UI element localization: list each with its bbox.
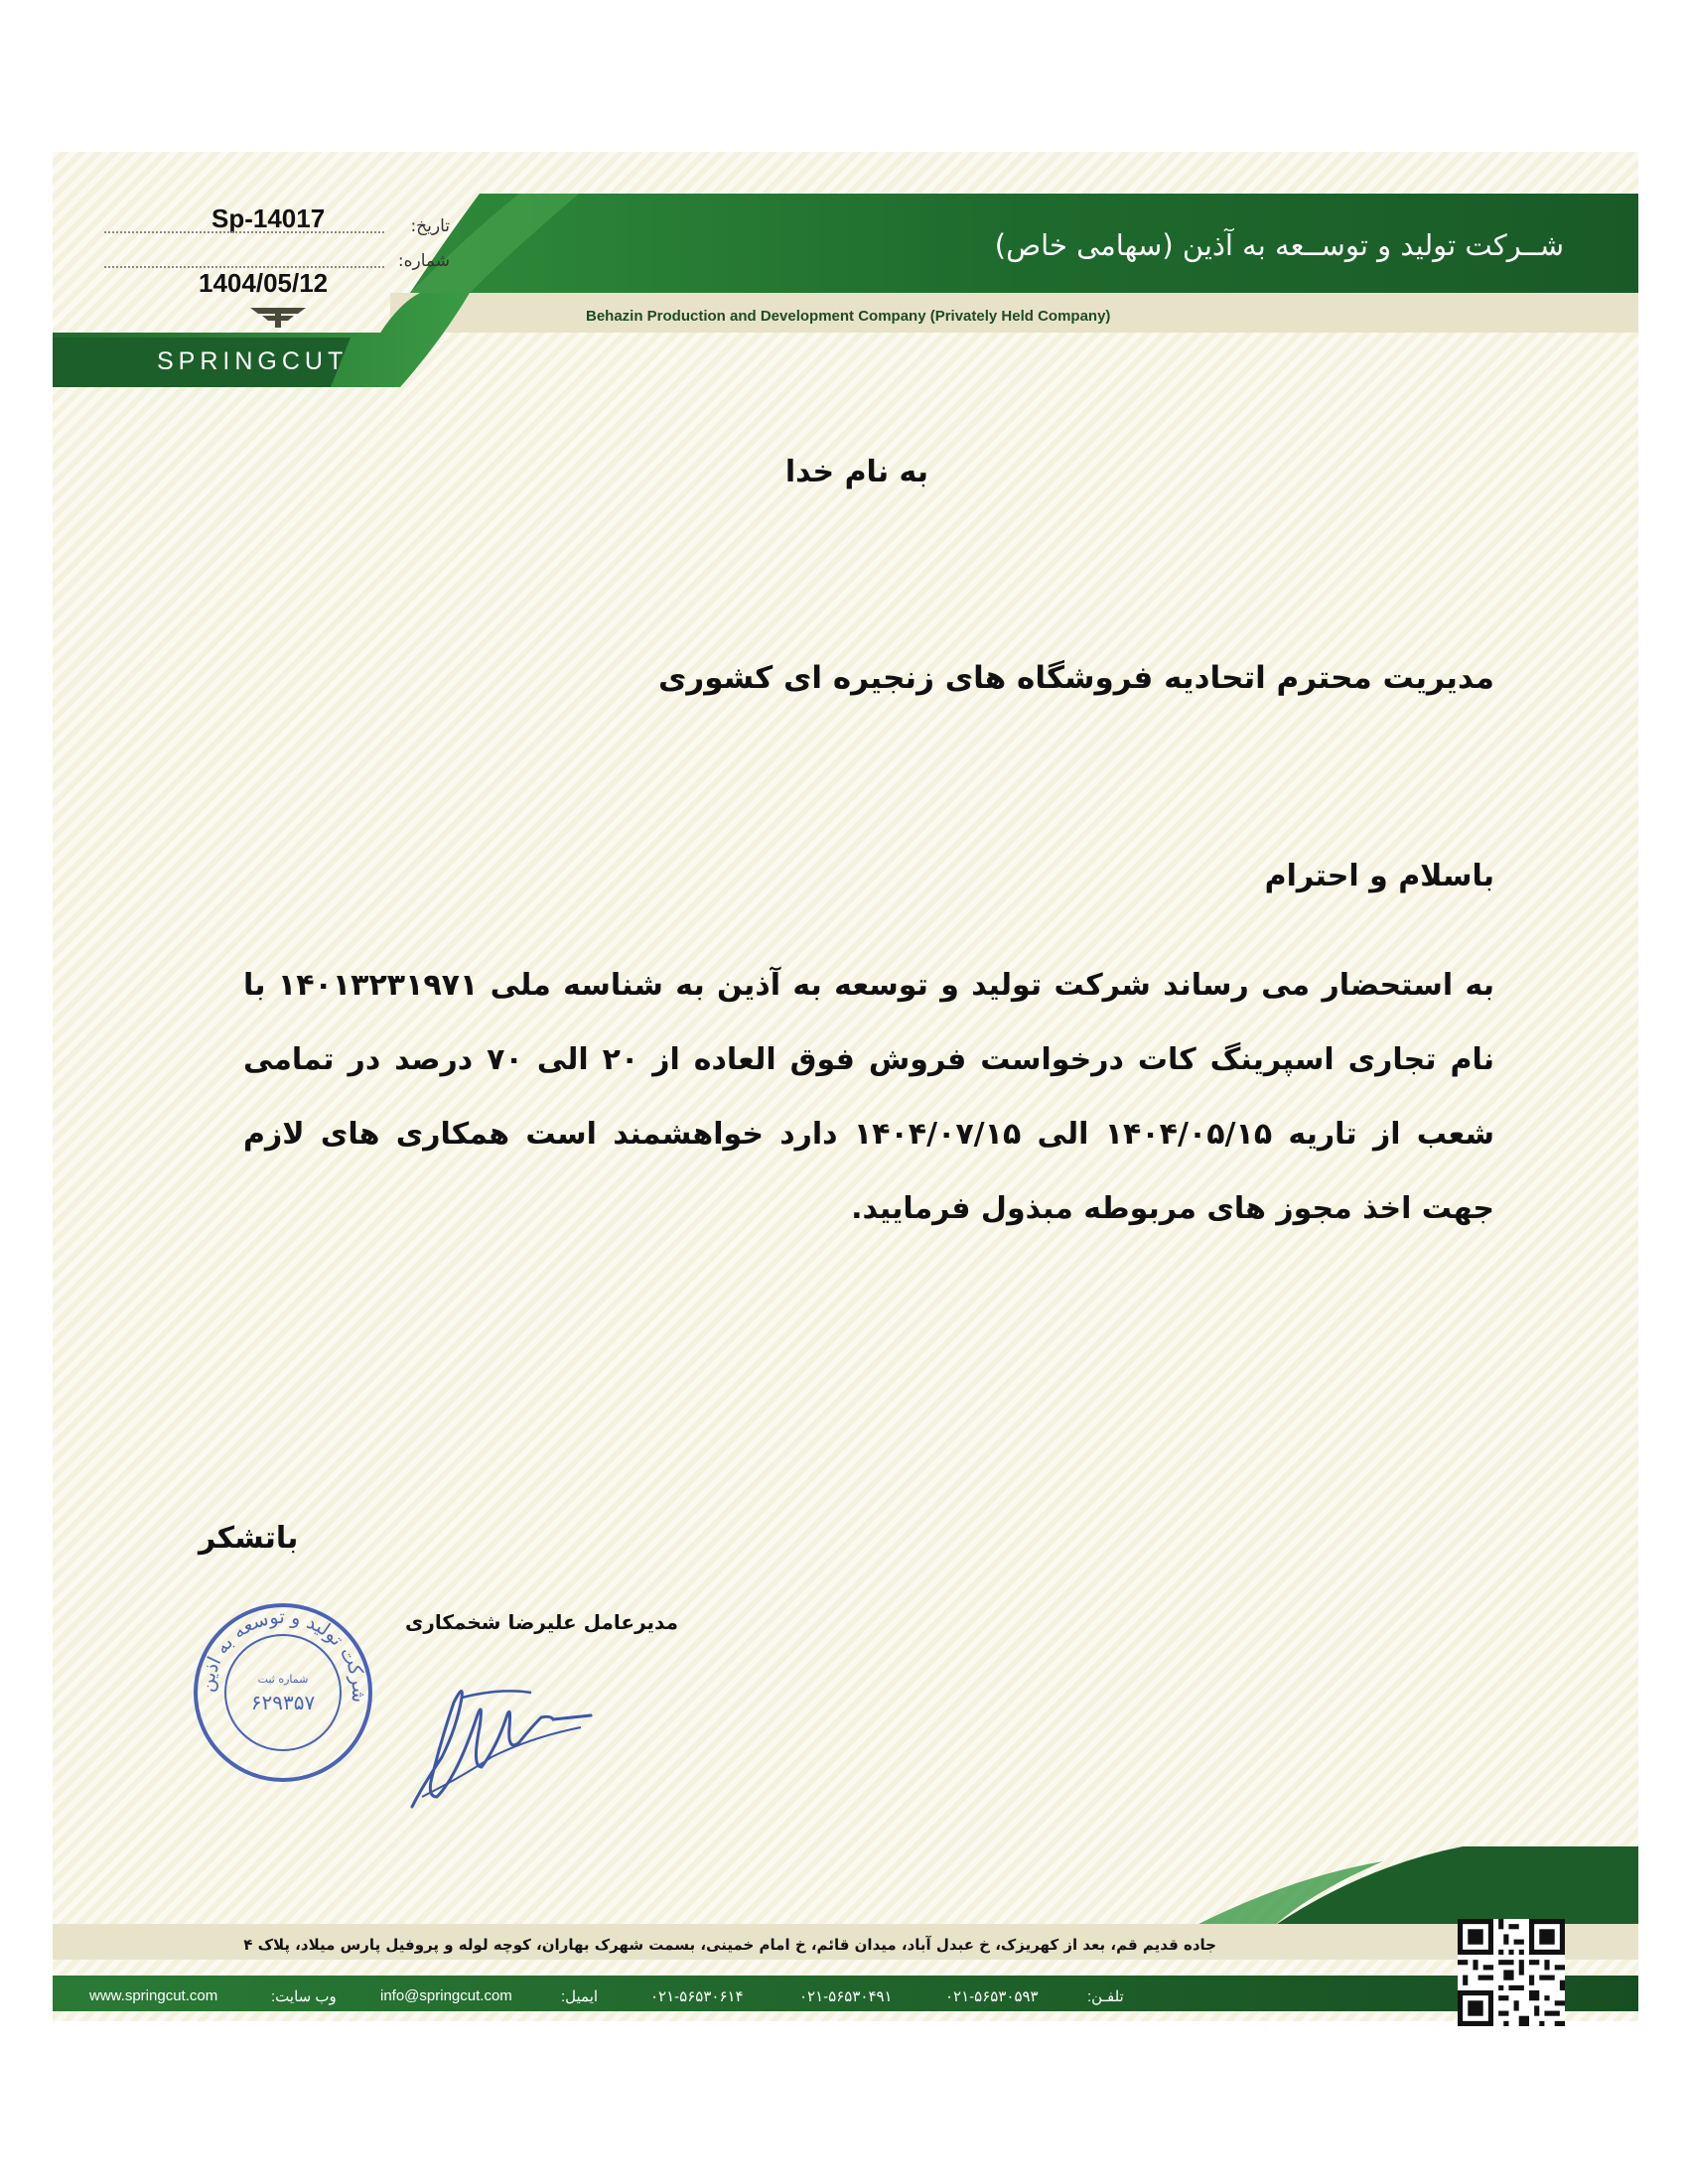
signer-title: مدیرعامل علیرضا شخمکاری [405,1610,678,1634]
contact-bar [89,1985,1162,2009]
qr-code-icon[interactable] [1457,1919,1566,2026]
email-label: ایمیل: [561,1988,599,2005]
phone-label: تلفـن: [1087,1988,1124,2005]
date-label: تاریخ: [410,216,450,236]
bismillah-heading: به نام خدا [784,455,928,489]
svg-text:شرکت تولید و توسعه به آذین [197,1606,370,1703]
stamp-reg-label: شماره ثبت [257,1673,309,1686]
phone-3: ۰۲۱-۵۶۵۳۰۶۱۴ [650,1988,744,2005]
greeting-line: باسلام و احترام [1264,859,1494,893]
company-stamp [189,1598,377,1787]
stamp-ring-text: شرکت تولید و توسعه به آذین [196,1605,370,1704]
website-link[interactable]: www.springcut.com [89,1987,218,2004]
date-line [104,231,384,233]
email-link[interactable]: info@springcut.com [380,1987,512,2004]
phone-1: ۰۲۱-۵۶۵۳۰۵۹۳ [945,1988,1039,2005]
brand-logo-icon [248,304,308,330]
footer-address: جاده قدیم قم، بعد از کهریزک، خ عبدل آباد، میدان قائم، خ امام خمینی، بسمت شهرک بهاران، کوچه لوله و پروفیل پارس میلاد، پلاک ۴ [243,1936,1216,1954]
signature-mark [402,1658,601,1817]
closing-line: باتشکر [199,1521,299,1556]
letter-body: به استحضار می رساند شرکت تولید و توسعه به آذین به شناسه ملی ۱۴۰۱۳۲۳۱۹۷۱ با نام تجاری اسپرینگ کات درخواست فروش فوق العاده از ۲۰ الی ۷۰ درصد در تمامی شعب از تاریه ۱۴۰۴/۰۵/۱۵ الی ۱۴۰۴/۰۷/۱۵ دارد خواهشمند است همکاری های لازم جهت اخذ مجوز های مربوطه مبذول فرمایید. [243,968,1494,1226]
number-value: 1404/05/12 [199,268,329,298]
brand-name: SPRINGCUT [157,347,349,375]
recipient-line: مدیریت محترم اتحادیه فروشگاه های زنجیره ای کشوری [657,660,1494,696]
stamp-reg-number: ۶۲۹۳۵۷ [250,1691,316,1714]
website-label: وب سایت: [271,1988,337,2005]
number-label: شماره: [397,251,450,271]
phone-2: ۰۲۱-۵۶۵۳۰۴۹۱ [799,1988,893,2005]
company-name-en: Behazin Production and Development Company (Privately Held Company) [586,308,1111,325]
company-name-fa: شــرکت تولید و توســعه به آذین (سهامی خاص) [994,228,1564,262]
date-value: Sp-14017 [211,204,326,233]
